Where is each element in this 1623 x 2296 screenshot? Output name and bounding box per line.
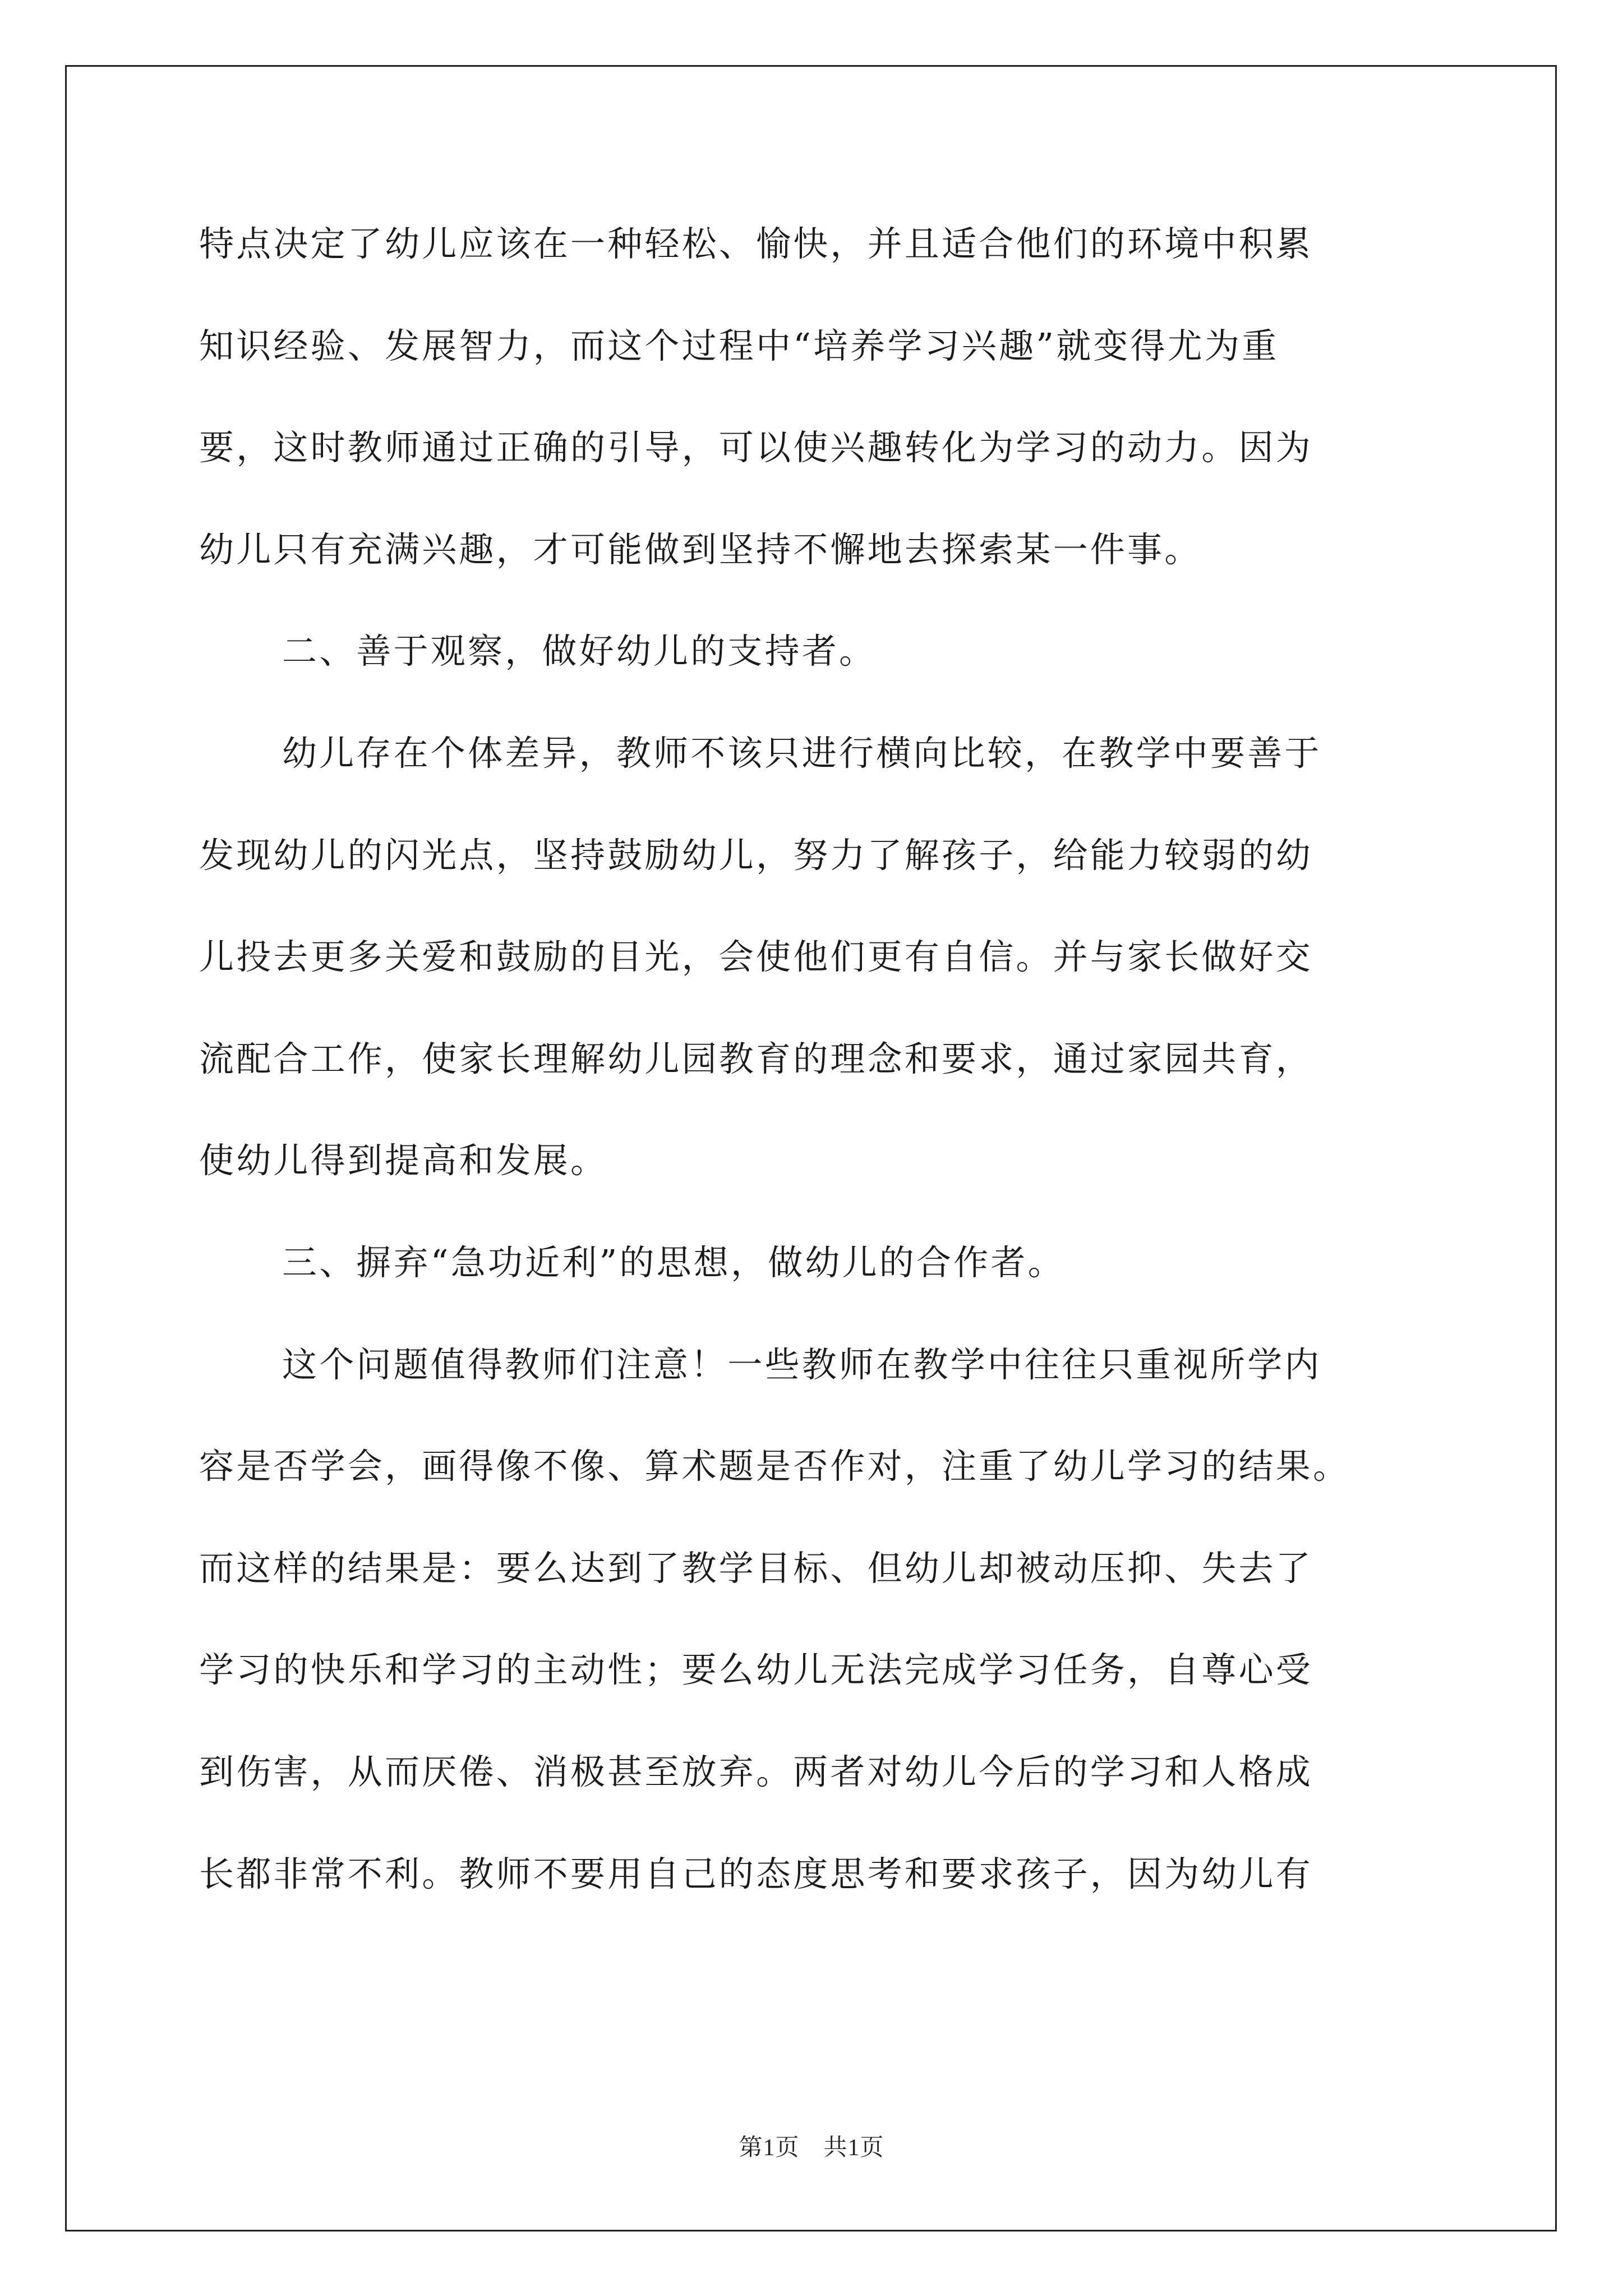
text-line: 特点决定了幼儿应该在一种轻松、愉快，并且适合他们的环境中积累 (199, 223, 1313, 264)
text-line: 而这样的结果是：要么达到了教学目标、但幼儿却被动压抑、失去了 (199, 1547, 1313, 1589)
text-line: 到伤害，从而厌倦、消极甚至放弃。两者对幼儿今后的学习和人格成 (199, 1751, 1313, 1792)
text-line: 发现幼儿的闪光点，坚持鼓励幼儿，努力了解孩子，给能力较弱的幼 (199, 834, 1313, 876)
paragraph-start-line: 这个问题值得教师们注意！一些教师在教学中往往只重视所学内 (282, 1343, 1322, 1385)
paragraph-start-line: 幼儿存在个体差异，教师不该只进行横向比较，在教学中要善于 (282, 732, 1322, 774)
text-line: 儿投去更多关爱和鼓励的目光，会使他们更有自信。并与家长做好交 (199, 936, 1313, 978)
text-line: 学习的快乐和学习的主动性；要么幼儿无法完成学习任务，自尊心受 (199, 1649, 1313, 1691)
section-heading: 二、善于观察，做好幼儿的支持者。 (282, 631, 877, 672)
text-line: 要，这时教师通过正确的引导，可以使兴趣转化为学习的动力。因为 (199, 427, 1313, 468)
section-heading: 三、摒弃“急功近利”的思想，做幼儿的合作者。 (282, 1241, 1065, 1283)
text-line: 使幼儿得到提高和发展。 (199, 1140, 608, 1181)
page-number-footer: 第1页 共1页 (739, 2135, 884, 2161)
text-line: 知识经验、发展智力，而这个过程中“培养学习兴趣”就变得尤为重 (199, 325, 1279, 366)
text-line: 幼儿只有充满兴趣，才可能做到坚持不懈地去探索某一件事。 (199, 528, 1202, 570)
text-line: 容是否学会，画得像不像、算术题是否作对，注重了幼儿学习的结果。 (199, 1446, 1350, 1487)
text-line: 长都非常不利。教师不要用自己的态度思考和要求孩子，因为幼儿有 (199, 1853, 1313, 1894)
document-body (199, 216, 1455, 1948)
text-line: 流配合工作，使家长理解幼儿园教育的理念和要求，通过家园共育， (199, 1038, 1313, 1079)
